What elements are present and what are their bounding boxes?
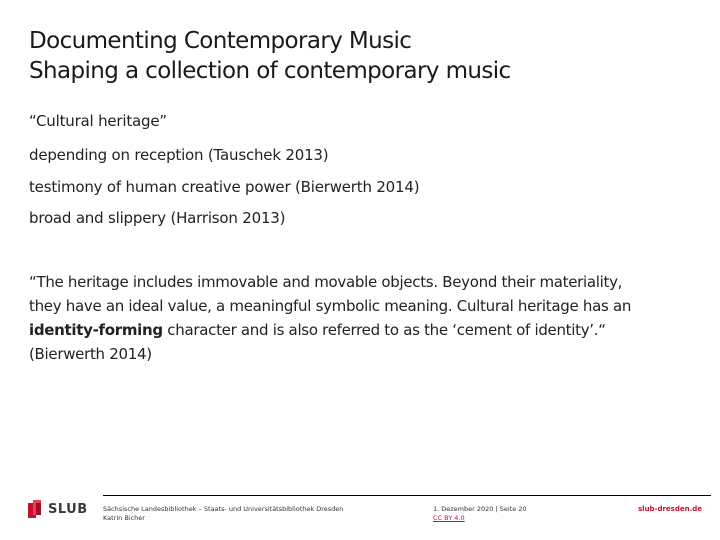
- footer-license-link[interactable]: CC BY 4.0: [433, 514, 465, 522]
- quote-line-3: [29, 318, 699, 342]
- bullet-reception: depending on reception (Tauschek 2013): [29, 146, 329, 164]
- slub-logo-text: SLUB: [48, 502, 88, 517]
- footer-website-link[interactable]: slub-dresden.de: [638, 505, 703, 513]
- footer-date: [433, 505, 527, 523]
- quote-block: [29, 270, 699, 366]
- slide-title: [29, 26, 511, 86]
- quote-line-1: “The heritage includes immovable and movable objects. Beyond their materiality,: [29, 273, 623, 291]
- title-line-2: Shaping a collection of contemporary music: [29, 58, 511, 84]
- bullet-cultural-heritage: “Cultural heritage”: [29, 112, 167, 130]
- footer-date-page: 1. Dezember 2020 | Seite 20: [433, 505, 527, 513]
- quote-line-2: they have an ideal value, a meaningful symbolic meaning. Cultural heritage has an: [29, 297, 632, 315]
- footer-divider: [103, 495, 711, 496]
- footer-author: Katrin Bicher: [103, 514, 145, 522]
- quote-line-3-rest: character and is also referred to as the ‘cement of identity’.“: [162, 321, 606, 339]
- footer-institution-name: Sächsische Landesbibliothek – Staats- und Universitätsbibliothek Dresden: [103, 505, 344, 513]
- footer-institution: [103, 505, 343, 523]
- bullet-broad-slippery: broad and slippery (Harrison 2013): [29, 209, 286, 227]
- bullet-creative-power: testimony of human creative power (Bierwerth 2014): [29, 178, 420, 196]
- quote-emphasis: identity-forming: [29, 321, 163, 339]
- quote-citation: (Bierwerth 2014): [29, 345, 152, 363]
- title-line-1: Documenting Contemporary Music: [29, 28, 412, 54]
